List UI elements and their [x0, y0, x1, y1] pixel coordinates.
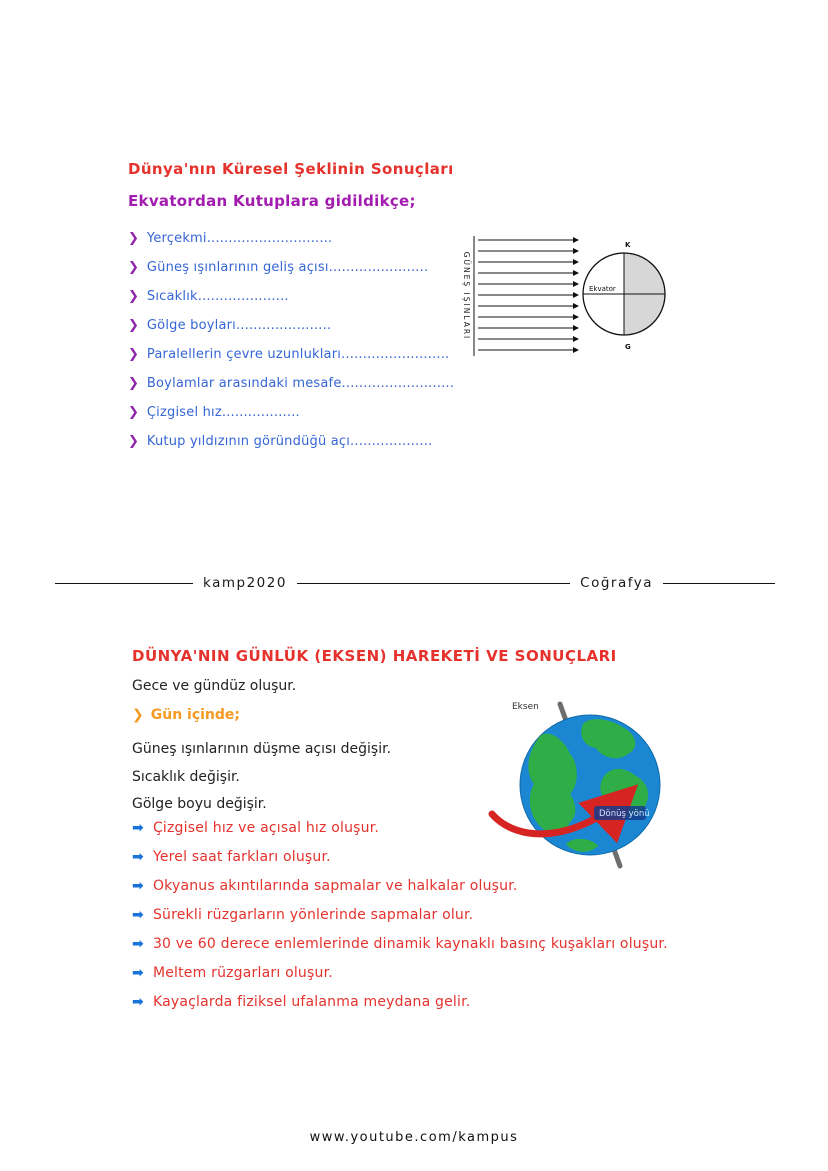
list-item-text: Meltem rüzgarları oluşur. [152, 965, 333, 981]
list-item-text: Okyanus akıntılarında sapmalar ve halkalar oluşur. [152, 878, 518, 894]
list-item [128, 311, 468, 340]
list-item [128, 340, 468, 369]
sun-rays-label: GÜNEŞ IŞINLARI [462, 251, 471, 341]
list-item-text: Kayaçlarda fiziksel ufalanma meydana gelir. [152, 994, 471, 1010]
arrow-icon: ➡ [132, 849, 144, 865]
arrow-icon: ➡ [132, 994, 144, 1010]
arrow-icon: ➡ [132, 820, 144, 836]
section2-subheading [132, 707, 240, 723]
section2-title: DÜNYA'NIN GÜNLÜK (EKSEN) HAREKETİ VE SONUÇLARI [132, 647, 617, 665]
list-item [128, 253, 468, 282]
list-item-text: Kutup yıldızının göründüğü açı................... [146, 434, 433, 449]
divider-line [663, 583, 775, 584]
divider-line [297, 583, 570, 584]
list-item-text: Yerel saat farkları oluşur. [152, 849, 331, 865]
spherical-results-list [128, 224, 468, 456]
divider-line [55, 583, 193, 584]
arrow-icon: ➡ [132, 907, 144, 923]
sun-rays-group [478, 240, 578, 350]
list-item [128, 398, 468, 427]
section1-title: Dünya'nın Küresel Şeklinin Sonuçları [128, 160, 454, 178]
list-item: Gölge boyu değişir. [132, 796, 267, 812]
list-item-text: Sürekli rüzgarların yönlerinde sapmalar olur. [152, 907, 474, 923]
divider-left-label: kamp2020 [203, 575, 287, 591]
section2-intro: Gece ve gündüz oluşur. [132, 678, 297, 694]
divider-right-label: Coğrafya [580, 575, 653, 591]
earth-rotation-svg [478, 696, 688, 876]
north-pole-label: K [625, 241, 631, 249]
list-item [132, 876, 692, 896]
earth-rotation-diagram [478, 696, 688, 876]
list-item-text: Çizgisel hız.................. [146, 405, 300, 420]
list-item [132, 905, 692, 925]
list-item [128, 224, 468, 253]
list-item [128, 427, 468, 456]
list-item [132, 963, 692, 983]
arrow-icon: ➡ [132, 965, 144, 981]
list-item-text: Gölge boyları...................... [146, 318, 332, 333]
axis-label: Eksen [512, 702, 539, 712]
chevron-icon: ❯ [128, 405, 139, 420]
list-item-text: Sıcaklık..................... [146, 289, 289, 304]
list-item [132, 992, 692, 1012]
list-item-text: Yerçekmi............................. [146, 231, 333, 246]
subheading-text: Gün içinde; [150, 707, 241, 723]
list-item: Güneş ışınlarının düşme açısı değişir. [132, 741, 392, 757]
footer-link[interactable]: www.youtube.com/kampus [309, 1130, 519, 1145]
arrow-icon: ➡ [132, 878, 144, 894]
chevron-icon: ❯ [128, 260, 139, 275]
rotation-label: Dönüş yönü [599, 809, 650, 819]
list-item-text: 30 ve 60 derece enlemlerinde dinamik kaynaklı basınç kuşakları oluşur. [152, 936, 668, 952]
list-item [128, 282, 468, 311]
list-item-text: Paralellerin çevre uzunlukları......................... [146, 347, 450, 362]
list-item-text: Boylamlar arasındaki mesafe.......................... [146, 376, 455, 391]
list-item-text: Çizgisel hız ve açısal hız oluşur. [152, 820, 380, 836]
chevron-icon: ❯ [128, 231, 139, 246]
section1-subtitle: Ekvatordan Kutuplara gidildikçe; [128, 192, 416, 210]
sun-rays-svg [452, 230, 674, 362]
list-item [128, 369, 468, 398]
sun-rays-diagram [452, 230, 674, 362]
chevron-icon: ❯ [132, 707, 144, 723]
chevron-icon: ❯ [128, 289, 139, 304]
south-pole-label: G [625, 343, 631, 351]
chevron-icon: ❯ [128, 318, 139, 333]
chevron-icon: ❯ [128, 434, 139, 449]
arrow-icon: ➡ [132, 936, 144, 952]
chevron-icon: ❯ [128, 347, 139, 362]
equator-label: Ekvator [589, 285, 616, 293]
page-divider [55, 575, 775, 591]
list-item [132, 934, 692, 954]
chevron-icon: ❯ [128, 376, 139, 391]
daily-changes-list [132, 736, 391, 819]
list-item: Sıcaklık değişir. [132, 768, 240, 785]
list-item-text: Güneş ışınlarının geliş açısı....................... [146, 260, 429, 275]
